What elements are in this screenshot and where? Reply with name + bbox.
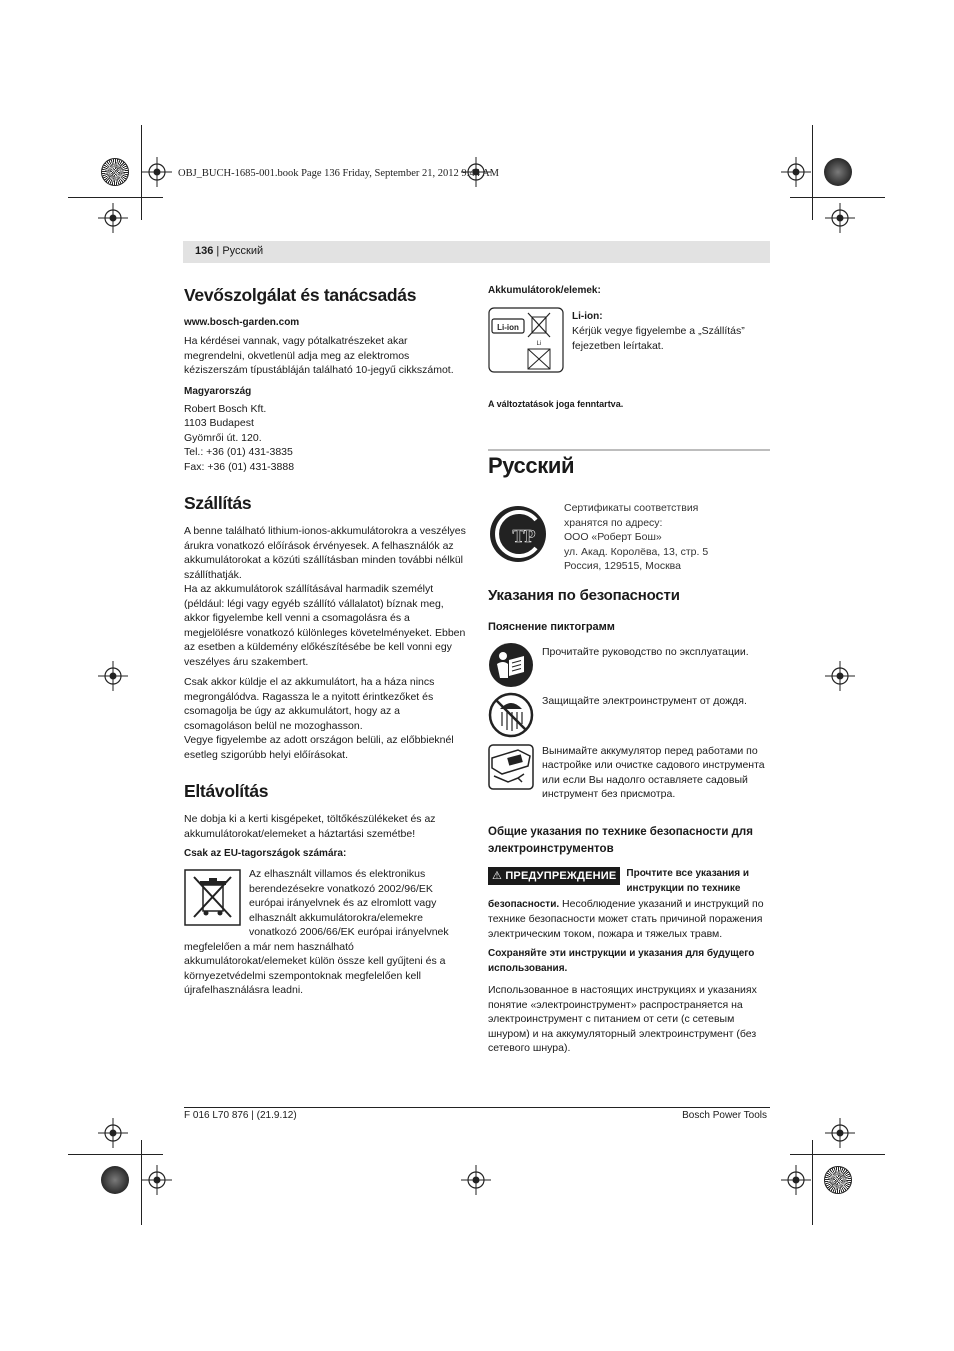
shipping-paragraph: Vegye figyelembe az adott országon belüli, az előbbieknél esetleg szigorúbb helyi előírásokat. — [184, 734, 454, 761]
registration-mark-icon — [98, 203, 128, 233]
liion-label: Li-ion: — [572, 311, 603, 322]
remove-battery-icon — [488, 744, 534, 790]
header-separator: | — [213, 245, 223, 257]
color-bar-disc-icon — [101, 1166, 129, 1194]
pictogram-text: Прочитайте руководство по эксплуатации. — [542, 645, 749, 658]
footer-divider — [184, 1107, 770, 1108]
disposal-paragraph: Ne dobja ki a kerti kisgépeket, töltőkészülékeket és az akkumulátorokat/elemeket a háztartási szemétbe! — [184, 813, 436, 840]
certificate-text: Сертификаты соответствия хранятся по адресу: ООО «Роберт Бош» ул. Акад. Королёва, 13, стр. 5 Россия, 129515, Москва — [564, 502, 709, 572]
eu-text-after: megfelelően a már nem használható akkumulátorokat/elemeket külön össze kell gyűjteni és a környezetvédelmi szempontoknak megfelelően kell újrafelhasználásra leadni. — [184, 940, 446, 996]
eu-text-beside: Az elhasznált villamos és elektronikus berendezésekre vonatkozó 2002/96/EK európai irányelvnek és az elromlott vagy elhasznált akkumulátorokra/elemekre vonatkozó 2006/66/EK európai irányelvnek — [249, 868, 449, 938]
section-divider — [488, 449, 770, 451]
pictogram-text: Вынимайте аккумулятор перед работами по настройке или очистке садового инструмента или если Вы надолго оставляете садовый инструмент без присмотра. — [542, 744, 765, 800]
russian-title: Русский — [488, 453, 575, 478]
shipping-title: Szállítás — [184, 493, 252, 513]
registration-mark-icon — [781, 1165, 811, 1195]
registration-mark-icon — [98, 1118, 128, 1148]
russian-section — [488, 453, 770, 1056]
right-column — [488, 284, 770, 411]
color-bar-disc-icon — [101, 158, 129, 186]
rights-note: A változtatások joga fenntartva. — [488, 399, 624, 409]
color-bar-disc-icon — [824, 1166, 852, 1194]
batteries-label: Akkumulátorok/elemek: — [488, 285, 601, 296]
warning-bold-text: Прочтите все указания и инструкции по технике безопасности. — [488, 867, 750, 910]
page-number: 136 — [195, 245, 214, 257]
print-header: OBJ_BUCH-1685-001.book Page 136 Friday, September 21, 2012 9:44 AM — [178, 168, 500, 179]
address-block: Robert Bosch Kft. 1103 Budapest Gyömrői út. 120. Tel.: +36 (01) 431-3835 Fax: +36 (01) 431-3888 — [184, 402, 295, 473]
color-bar-disc-icon — [824, 158, 852, 186]
registration-mark-icon — [781, 157, 811, 187]
eac-certification-logo-icon — [488, 504, 548, 564]
service-url[interactable]: www.bosch-garden.com — [184, 317, 300, 328]
registration-mark-icon — [142, 1165, 172, 1195]
pictogram-text: Защищайте электроинструмент от дождя. — [542, 694, 747, 707]
registration-mark-icon — [825, 1118, 855, 1148]
crossed-bin-icon — [184, 869, 241, 926]
registration-mark-icon — [825, 661, 855, 691]
header-language: Русский — [222, 245, 264, 257]
page-header-bar — [183, 241, 770, 263]
warning-paragraph — [488, 866, 770, 942]
warning-badge: ⚠ ПРЕДУПРЕЖДЕНИЕ — [488, 867, 620, 885]
term-definition-text: Использованное в настоящих инструкциях и указаниях понятие «электроинструмент» распространяется на электроинструмент с питанием от сети (с сетевым шнуром) и на аккумуляторный электроинструмент (без сетевого шнура). — [488, 984, 757, 1054]
warning-triangle-icon: ⚠ — [492, 869, 503, 882]
registration-mark-icon — [98, 661, 128, 691]
footer-doc-code: F 016 L70 876 | (21.9.12) — [184, 1110, 297, 1121]
registration-mark-icon — [142, 157, 172, 187]
no-rain-icon — [488, 692, 534, 738]
general-safety-title: Общие указания по технике безопасности для электроинструментов — [488, 825, 753, 855]
safety-title: Указания по безопасности — [488, 586, 680, 604]
warning-text: Несоблюдение указаний и инструкций по технике безопасности может стать причиной поражения электрическим током, пожара и тяжелых травм. — [488, 897, 764, 940]
svg-text:Li: Li — [536, 341, 542, 347]
svg-text:ТР: ТР — [512, 526, 536, 546]
footer-brand: Bosch Power Tools — [682, 1110, 767, 1121]
read-manual-icon — [488, 642, 534, 688]
shipping-paragraph: A benne található lithium-ionos-akkumulátorokra a veszélyes árukra vonatkozó előírások érvényesek. A felhasználók az akkumulátorokat a közúti szállításban minden további nélkül szállíthatják. — [184, 525, 466, 581]
service-title: Vevőszolgálat és tanácsadás — [184, 285, 417, 305]
keep-instructions-text: Сохраняйте эти инструкции и указания для будущего использования. — [488, 948, 755, 974]
liion-text: Kérjük vegye figyelembe a „Szállítás” fejezetben leírtakat. — [572, 325, 745, 352]
service-text: Ha kérdései vannak, vagy pótalkatrészeket akar megrendelni, okvetlenül adja meg az elektromos kéziszerszám típustábláján található 10-jegyű cikkszámot. — [184, 335, 454, 376]
registration-mark-icon — [825, 203, 855, 233]
pictogram-title: Пояснение пиктограмм — [488, 620, 615, 633]
country-label: Magyarország — [184, 385, 252, 397]
eu-label: Csak az EU-tagországok számára: — [184, 848, 347, 859]
shipping-paragraph: Ha az akkumulátorok szállításával harmadik személyt (például: légi vagy egyéb szállító vállalatot) bíznak meg, akkor figyelembe kell venni a csomagolásra és a megjelölésre vonatkozó különleges követelményeket. Ebben az esetben a küldemény előkészítésébe be kell vonni egy veszélyes áru szakembert. — [184, 583, 466, 668]
disposal-title: Eltávolítás — [184, 781, 269, 801]
svg-text:Li-ion: Li-ion — [497, 323, 519, 332]
left-column — [184, 284, 466, 998]
shipping-paragraph: Csak akkor küldje el az akkumulátort, ha a háza nincs megrongálódva. Ragassza le a nyitott érintkezőket és csomagolja be úgy az akkumulátort, hogy az a csomagoláson belül ne mozoghasson. — [184, 676, 435, 732]
registration-mark-icon — [461, 1165, 491, 1195]
li-ion-battery-icon — [488, 307, 564, 373]
